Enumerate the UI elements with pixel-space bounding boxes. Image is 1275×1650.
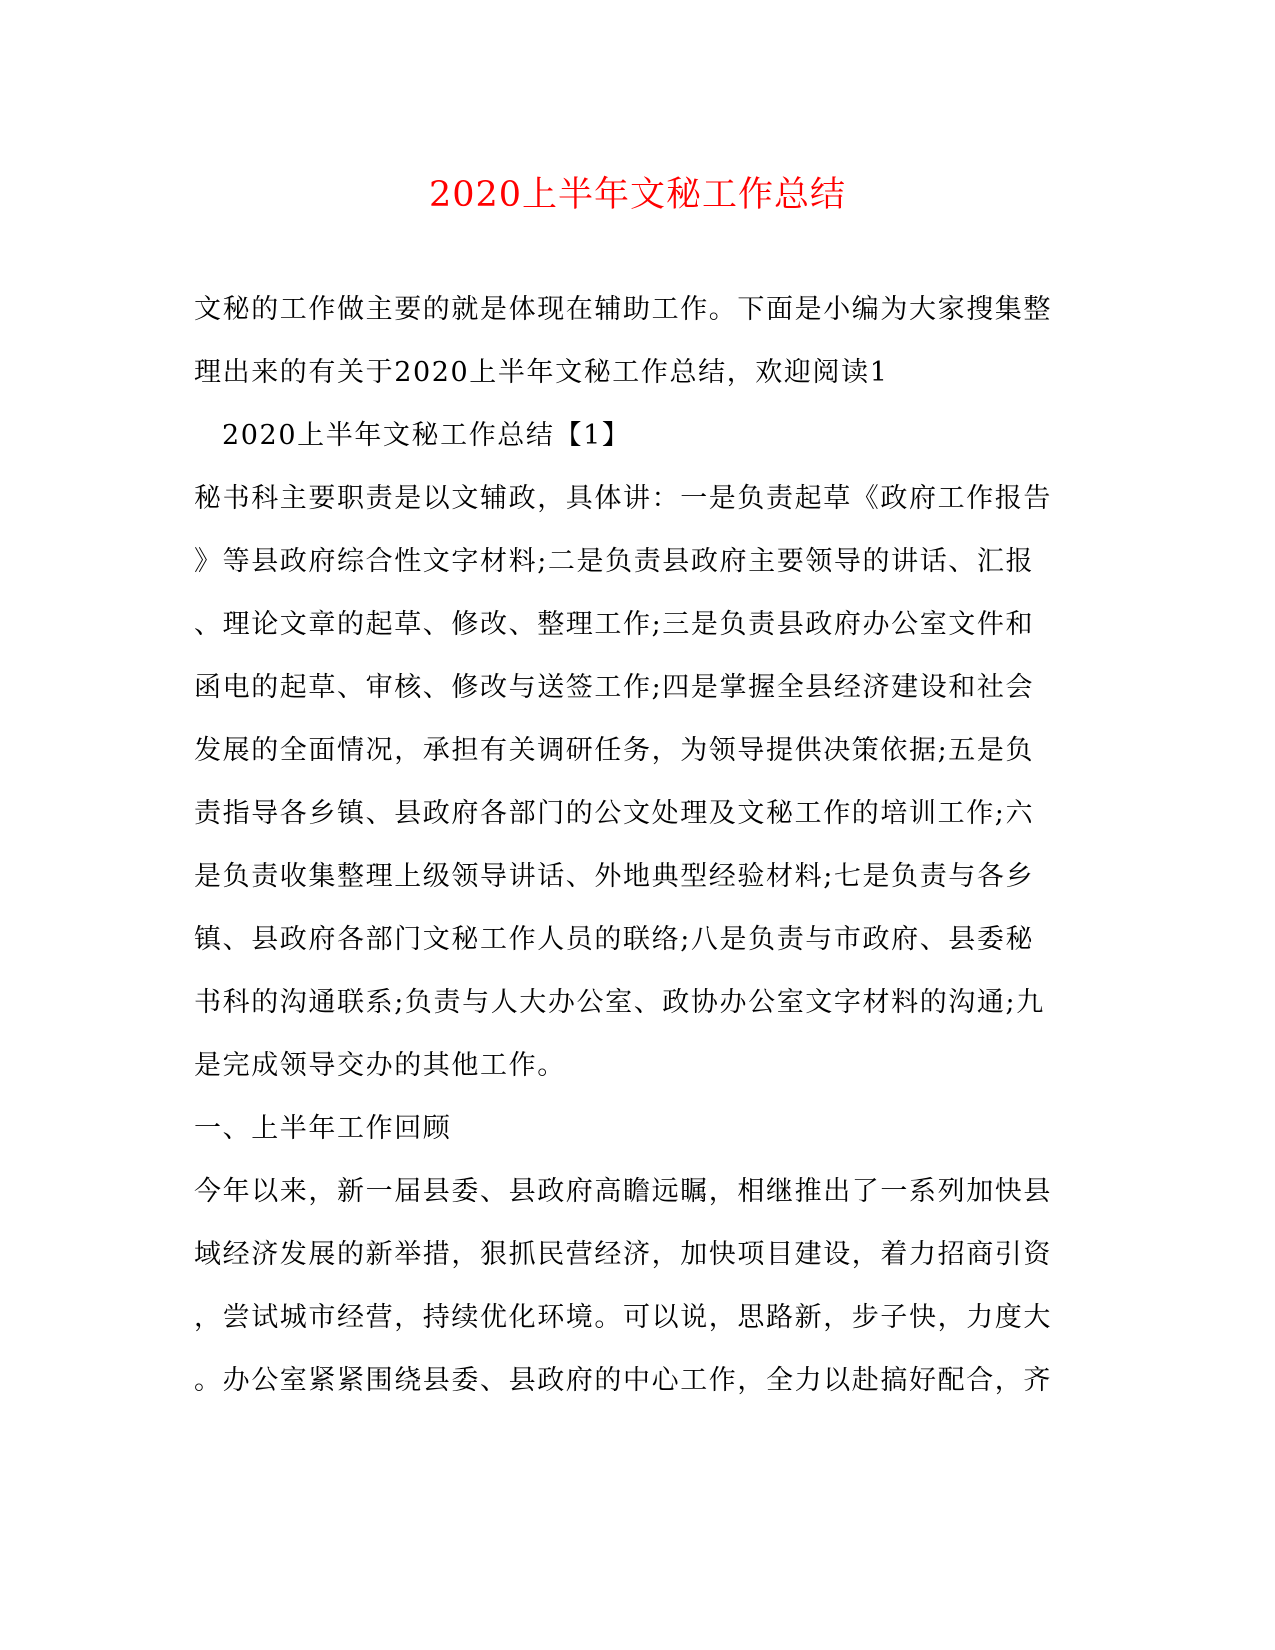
body-line: 》等县政府综合性文字材料;二是负责县政府主要领导的讲话、汇报 xyxy=(194,546,1035,577)
body-line: 今年以来，新一届县委、县政府高瞻远瞩，相继推出了一系列加快县 xyxy=(194,1176,1052,1207)
document-body xyxy=(194,278,1074,1412)
body-line: 理出来的有关于2020上半年文秘工作总结，欢迎阅读1 xyxy=(194,357,889,388)
body-line: 。办公室紧紧围绕县委、县政府的中心工作，全力以赴搞好配合，齐 xyxy=(194,1365,1052,1396)
body-line: 是负责收集整理上级领导讲话、外地典型经验材料;七是负责与各乡 xyxy=(194,861,1035,892)
section-heading: 一、上半年工作回顾 xyxy=(194,1113,452,1144)
body-line: ，尝试城市经营，持续优化环境。可以说，思路新，步子快，力度大 xyxy=(194,1302,1052,1333)
body-line: 是完成领导交办的其他工作。 xyxy=(194,1050,566,1081)
body-line: 域经济发展的新举措，狠抓民营经济，加快项目建设，着力招商引资 xyxy=(194,1239,1052,1270)
body-line: 书科的沟通联系;负责与人大办公室、政协办公室文字材料的沟通;九 xyxy=(194,987,1045,1018)
body-line: 文秘的工作做主要的就是体现在辅助工作。下面是小编为大家搜集整 xyxy=(194,294,1052,325)
body-line: 责指导各乡镇、县政府各部门的公文处理及文秘工作的培训工作;六 xyxy=(194,798,1035,829)
body-line: 、理论文章的起草、修改、整理工作;三是负责县政府办公室文件和 xyxy=(194,609,1035,640)
body-line: 发展的全面情况，承担有关调研任务，为领导提供决策依据;五是负 xyxy=(194,735,1035,766)
document-title: 2020上半年文秘工作总结 xyxy=(428,175,847,215)
section-heading: 2020上半年文秘工作总结【1】 xyxy=(222,420,631,451)
body-line: 镇、县政府各部门文秘工作人员的联络;八是负责与市政府、县委秘 xyxy=(194,924,1035,955)
body-line: 函电的起草、审核、修改与送签工作;四是掌握全县经济建设和社会 xyxy=(194,672,1035,703)
body-line: 秘书科主要职责是以文辅政，具体讲：一是负责起草《政府工作报告 xyxy=(194,483,1052,514)
